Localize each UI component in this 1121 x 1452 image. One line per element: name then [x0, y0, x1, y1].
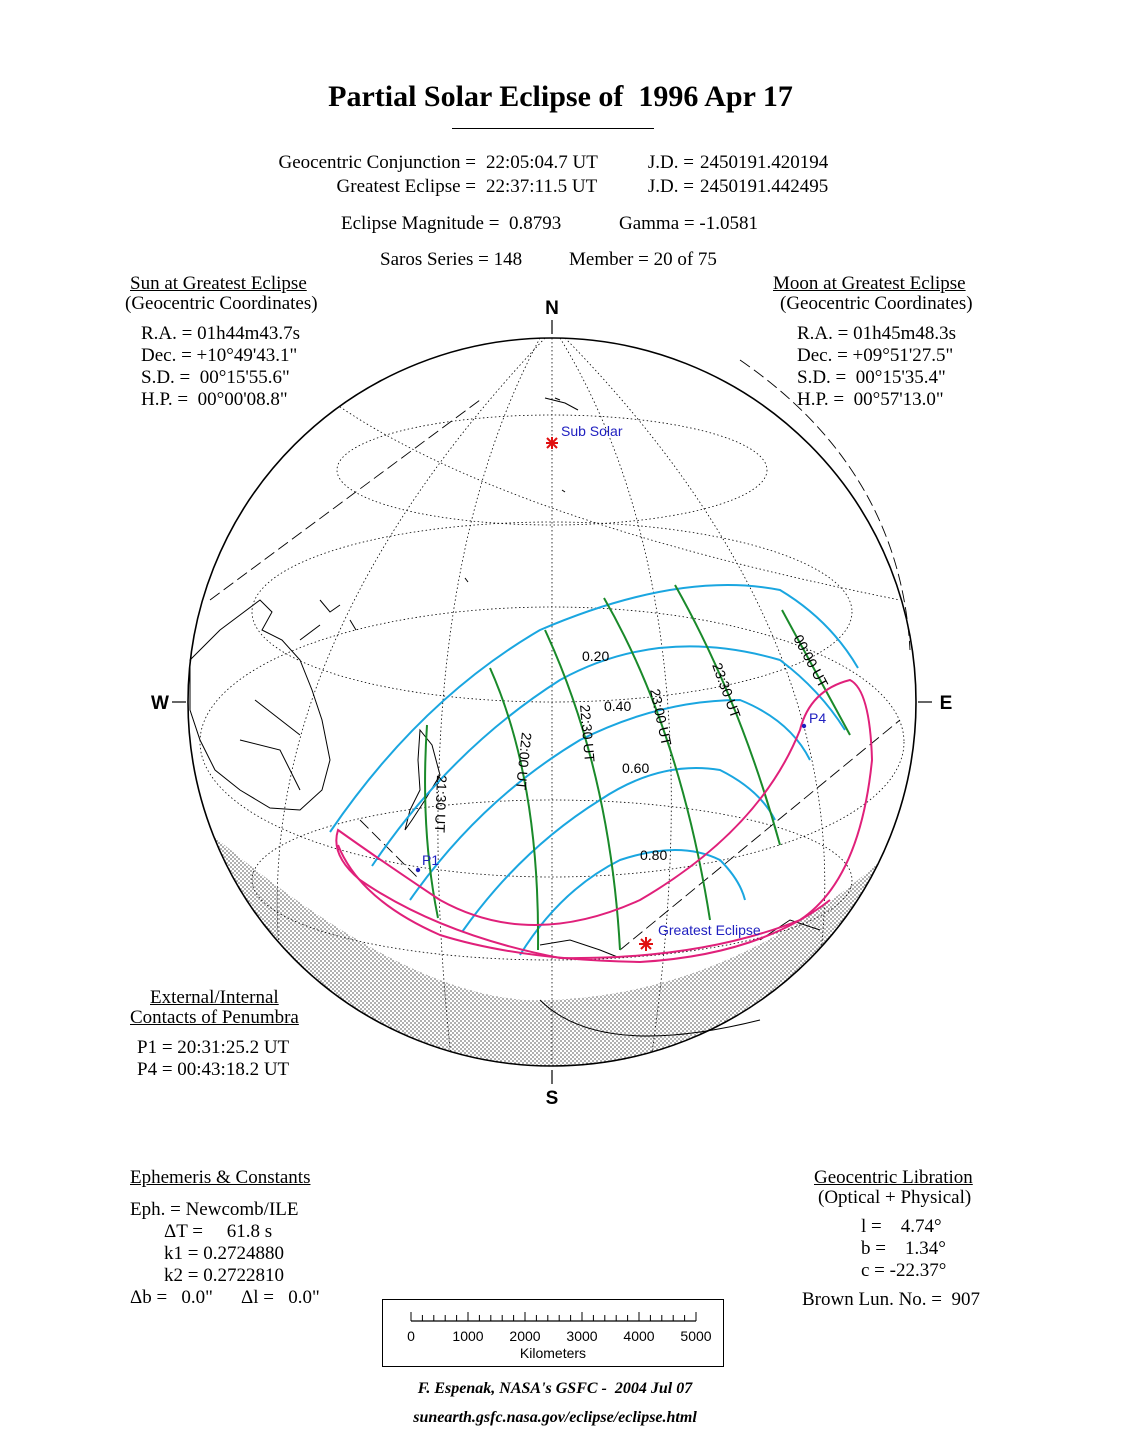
- ephemeris-k1: k1 = 0.2724880: [164, 1243, 284, 1264]
- time-label-2: 22:00 UT: [512, 731, 535, 791]
- moon-hp: H.P. = 00°57'13.0": [797, 389, 944, 410]
- contact-p1: P1 = 20:31:25.2 UT: [137, 1037, 290, 1058]
- gamma: Gamma = -1.0581: [619, 213, 758, 234]
- sun-heading: Sun at Greatest Eclipse: [130, 273, 307, 294]
- ephemeris-delta-b: Δb = 0.0": [130, 1287, 213, 1308]
- source-url: sunearth.gsfc.nasa.gov/eclipse/eclipse.html: [413, 1409, 697, 1426]
- north-label: N: [545, 298, 559, 319]
- libration-heading: Geocentric Libration: [814, 1167, 973, 1188]
- sub-solar-marker: [546, 437, 558, 449]
- p4-marker: [802, 724, 806, 728]
- conjunction-jd-label: J.D. =: [647, 152, 694, 173]
- libration-b: b = 1.34°: [861, 1238, 946, 1259]
- page-title: Partial Solar Eclipse of 1996 Apr 17: [328, 80, 793, 113]
- credit: F. Espenak, NASA's GSFC - 2004 Jul 07: [417, 1380, 693, 1397]
- scale-bar: [382, 1299, 724, 1367]
- conjunction-time: 22:05:04.7 UT: [486, 152, 598, 173]
- ephemeris-delta-l: Δl = 0.0": [241, 1287, 320, 1308]
- moon-sd: S.D. = 00°15'35.4": [797, 367, 946, 388]
- ephemeris-delta-t: ΔT = 61.8 s: [164, 1221, 273, 1242]
- east-label: E: [939, 693, 953, 714]
- libration-subheading: (Optical + Physical): [818, 1187, 972, 1208]
- scale-unit: Kilometers: [519, 1345, 587, 1361]
- conjunction-jd: 2450191.420194: [700, 152, 829, 173]
- conjunction-label: Geocentric Conjunction =: [278, 152, 476, 173]
- sun-dec: Dec. = +10°49'43.1": [141, 345, 298, 366]
- magnitude-label-2: 0.40: [604, 698, 632, 714]
- time-label-5: 23:30 UT: [709, 660, 744, 721]
- west-label: W: [151, 693, 169, 714]
- time-label-1: 21:30 UT: [431, 774, 450, 834]
- sun-sd: S.D. = 00°15'55.6": [141, 367, 290, 388]
- sun-subheading: (Geocentric Coordinates): [125, 293, 318, 314]
- contacts-heading-1: External/Internal: [150, 987, 279, 1008]
- scale-tick-0: 0: [407, 1328, 415, 1344]
- saros-series: Saros Series = 148: [380, 249, 523, 270]
- p1-marker: [416, 868, 420, 872]
- greatest-label: Greatest Eclipse =: [336, 176, 476, 197]
- south-label: S: [545, 1088, 559, 1109]
- sun-ra: R.A. = 01h44m43.7s: [141, 323, 301, 344]
- greatest-eclipse-label: Greatest Eclipse: [658, 922, 761, 938]
- scale-tick-2000: 2000: [509, 1328, 541, 1344]
- contact-p4: P4 = 00:43:18.2 UT: [137, 1059, 290, 1080]
- greatest-time: 22:37:11.5 UT: [486, 176, 598, 197]
- moon-dec: Dec. = +09°51'27.5": [797, 345, 954, 366]
- p1-label: P1: [422, 852, 440, 868]
- time-label-6: 00:00 UT: [790, 631, 832, 691]
- eclipse-magnitude: Eclipse Magnitude = 0.8793: [341, 213, 562, 234]
- moon-subheading: (Geocentric Coordinates): [780, 293, 973, 314]
- saros-member: Member = 20 of 75: [569, 249, 717, 270]
- brown-lunation: Brown Lun. No. = 907: [802, 1289, 981, 1310]
- greatest-jd: 2450191.442495: [700, 176, 829, 197]
- greatest-jd-label: J.D. =: [647, 176, 694, 197]
- ephemeris-heading: Ephemeris & Constants: [130, 1167, 311, 1188]
- ephemeris-eph: Eph. = Newcomb/ILE: [130, 1199, 299, 1220]
- scale-tick-3000: 3000: [566, 1328, 598, 1344]
- scale-tick-4000: 4000: [623, 1328, 655, 1344]
- time-label-4: 23:00 UT: [647, 687, 675, 747]
- scale-tick-5000: 5000: [680, 1328, 712, 1344]
- time-label-3: 22:30 UT: [577, 703, 598, 763]
- libration-c: c = -22.37°: [861, 1260, 947, 1281]
- libration-l: l = 4.74°: [861, 1216, 942, 1237]
- magnitude-label-3: 0.60: [622, 760, 650, 776]
- ephemeris-k2: k2 = 0.2722810: [164, 1265, 284, 1286]
- scale-tick-1000: 1000: [452, 1328, 484, 1344]
- p4-label: P4: [809, 710, 827, 726]
- moon-heading: Moon at Greatest Eclipse: [773, 273, 966, 294]
- magnitude-label-1: 0.20: [582, 648, 610, 664]
- greatest-eclipse-marker: [639, 937, 653, 951]
- magnitude-label-4: 0.80: [640, 847, 668, 863]
- sub-solar-label: Sub Solar: [561, 423, 623, 439]
- moon-ra: R.A. = 01h45m48.3s: [797, 323, 957, 344]
- contacts-heading-2: Contacts of Penumbra: [130, 1007, 299, 1028]
- sun-hp: H.P. = 00°00'08.8": [141, 389, 288, 410]
